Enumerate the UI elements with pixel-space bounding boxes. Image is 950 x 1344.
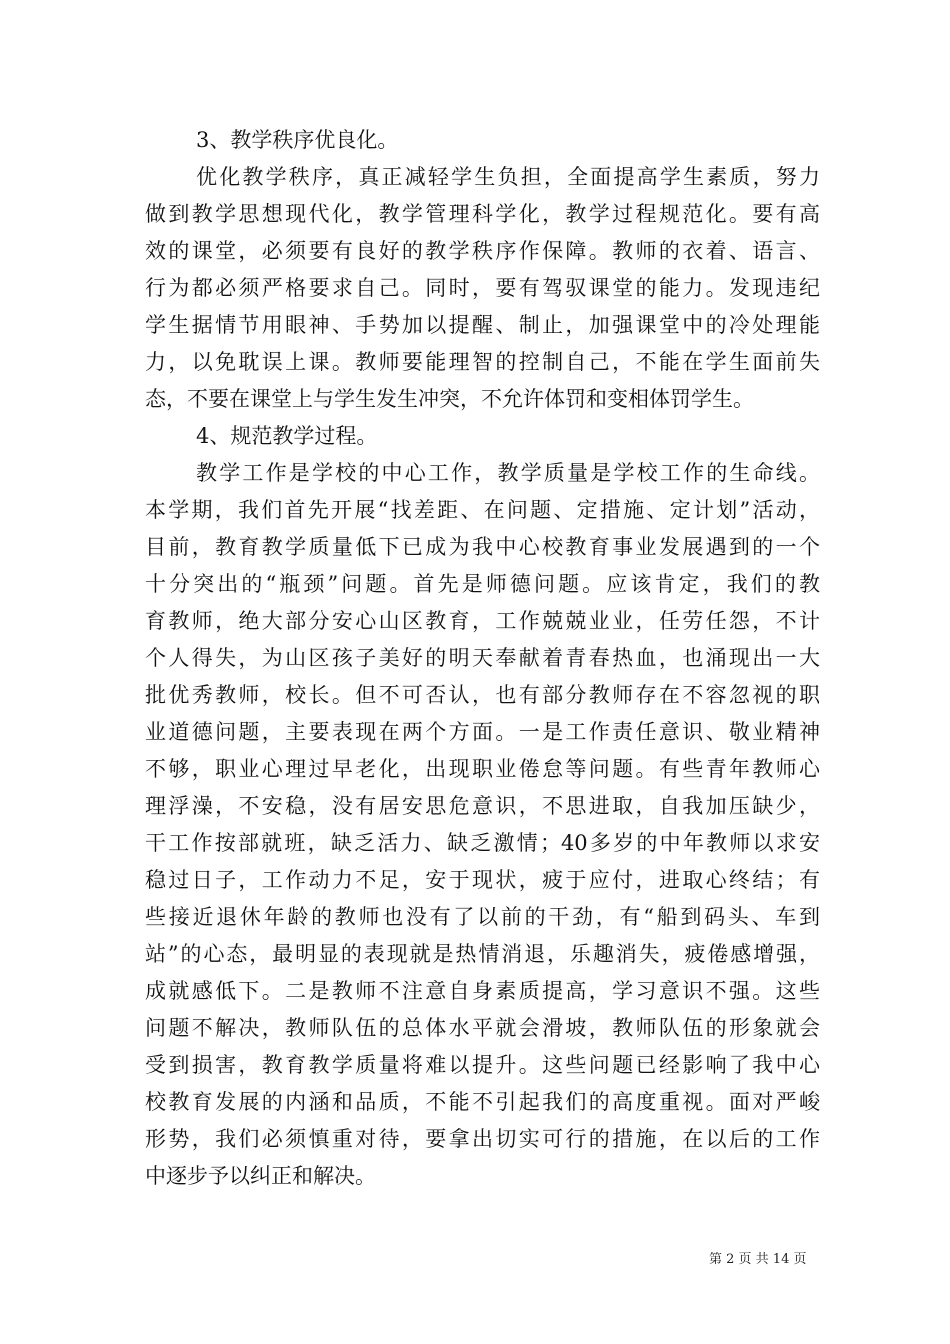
text-line: 力，以免耽误上课。教师要能理智的控制自己，不能在学生面前失 [145,350,820,374]
text-line: 些接近退休年龄的教师也没有了以前的干劲，有“船到码头、车到 [145,905,820,929]
text-line: 3、教学秩序优良化。 [196,128,399,152]
text-line: 问题不解决，教师队伍的总体水平就会滑坡，教师队伍的形象就会 [145,1016,820,1040]
text-line: 干工作按部就班，缺乏活力、缺乏激情；40多岁的中年教师以求安 [145,831,820,855]
text-line: 成就感低下。二是教师不注意自身素质提高，学习意识不强。这些 [145,979,820,1003]
text-line: 站”的心态，最明显的表现就是热情消退，乐趣消失，疲倦感增强， [145,942,820,966]
document-body [145,122,820,1195]
text-line: 做到教学思想现代化，教学管理科学化，教学过程规范化。要有高 [145,202,820,226]
text-line: 育教师，绝大部分安心山区教育，工作兢兢业业，任劳任怨，不计 [145,609,820,633]
text-line: 受到损害，教育教学质量将难以提升。这些问题已经影响了我中心 [145,1053,820,1077]
text-line: 批优秀教师，校长。但不可否认，也有部分教师存在不容忽视的职 [145,683,820,707]
text-line: 形势，我们必须慎重对待，要拿出切实可行的措施，在以后的工作 [145,1127,820,1151]
text-line: 稳过日子，工作动力不足，安于现状，疲于应付，进取心终结；有 [145,868,820,892]
text-line: 目前，教育教学质量低下已成为我中心校教育事业发展遇到的一个 [145,535,820,559]
text-line: 4、规范教学过程。 [196,424,378,448]
text-line: 理浮澡，不安稳，没有居安思危意识，不思进取，自我加压缺少， [145,794,820,818]
text-line: 个人得失，为山区孩子美好的明天奉献着青春热血，也涌现出一大 [145,646,820,670]
text-line: 教学工作是学校的中心工作，教学质量是学校工作的生命线。 [196,461,820,485]
text-line: 本学期，我们首先开展“找差距、在问题、定措施、定计划”活动， [145,498,820,522]
text-line: 优化教学秩序，真正减轻学生负担，全面提高学生素质，努力 [196,165,820,189]
text-line: 效的课堂，必须要有良好的教学秩序作保障。教师的衣着、语言、 [145,239,820,263]
text-line: 不够，职业心理过早老化，出现职业倦怠等问题。有些青年教师心 [145,757,820,781]
text-line: 行为都必须严格要求自己。同时，要有驾驭课堂的能力。发现违纪 [145,276,820,300]
text-line: 十分突出的“瓶颈”问题。首先是师德问题。应该肯定，我们的教 [145,572,820,596]
text-line: 业道德问题，主要表现在两个方面。一是工作责任意识、敬业精神 [145,720,820,744]
page-number: 第 2 页 共 14 页 [709,1252,807,1267]
text-line: 中逐步予以纠正和解决。 [145,1164,376,1188]
text-line: 学生据情节用眼神、手势加以提醒、制止，加强课堂中的冷处理能 [145,313,820,337]
text-line: 态，不要在课堂上与学生发生冲突，不允许体罚和变相体罚学生。 [145,387,754,411]
text-line: 校教育发展的内涵和品质，不能不引起我们的高度重视。面对严峻 [145,1090,820,1114]
